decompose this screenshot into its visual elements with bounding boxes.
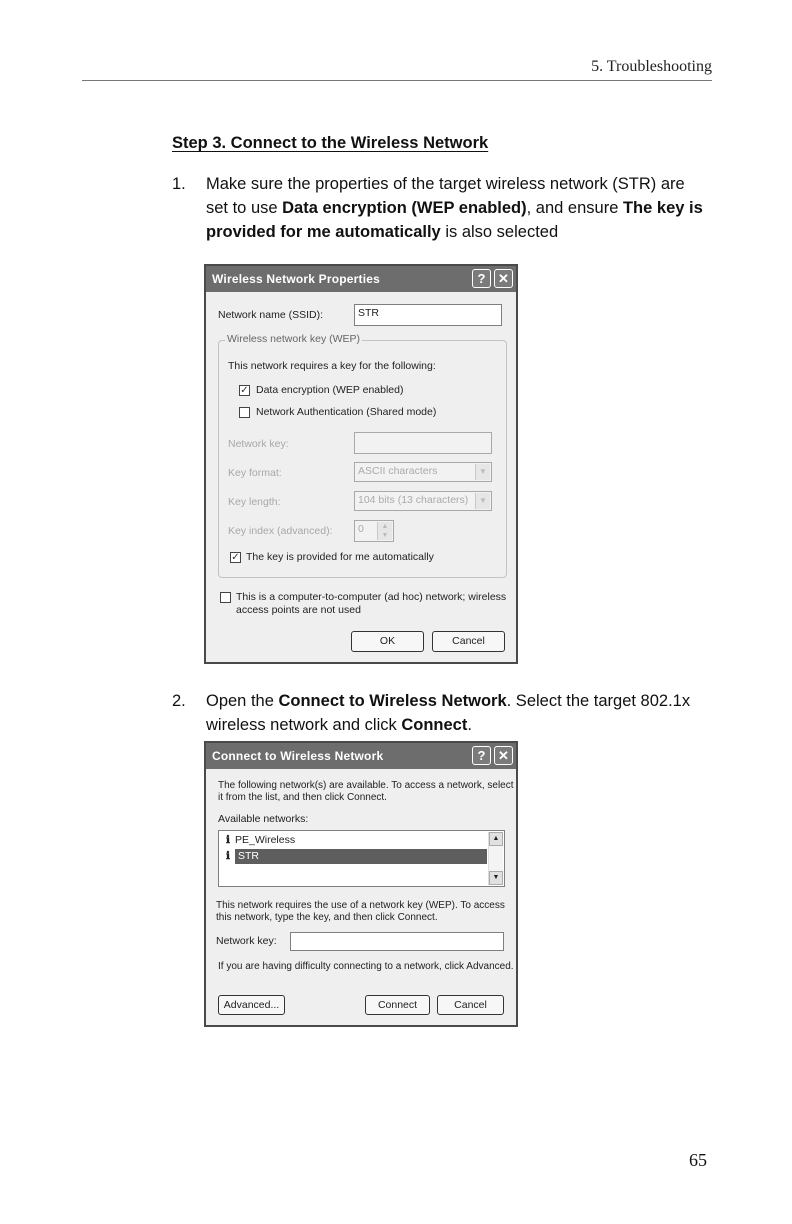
intro-line2: it from the list, and then click Connect. bbox=[218, 792, 387, 803]
key-format-value: ASCII characters bbox=[358, 465, 438, 477]
page-number: 65 bbox=[689, 1150, 707, 1170]
bold-run: Data encryption (WEP enabled) bbox=[282, 199, 527, 217]
auto-key-label: The key is provided for me automatically bbox=[246, 551, 434, 563]
group-label: Wireless network key (WEP) bbox=[227, 333, 361, 345]
cancel-button[interactable]: Cancel bbox=[437, 995, 504, 1015]
network-list bbox=[218, 830, 505, 887]
ssid-input[interactable]: STR bbox=[354, 304, 502, 326]
ssid-label: Network name (SSID): bbox=[218, 309, 324, 321]
key-index-value: 0 bbox=[358, 523, 364, 535]
wireless-network-icon: ℹ bbox=[221, 849, 235, 864]
title-bar bbox=[206, 266, 516, 292]
key-format-select[interactable] bbox=[354, 462, 492, 482]
running-header: 5. Troubleshooting bbox=[591, 58, 712, 75]
network-name: PE_Wireless bbox=[235, 834, 296, 846]
auto-key-checkbox[interactable]: ✓ bbox=[231, 552, 240, 563]
key-index-label: Key index (advanced): bbox=[228, 525, 333, 537]
step-heading: Step 3. Connect to the Wireless Network bbox=[172, 134, 489, 152]
close-icon[interactable]: ✕ bbox=[494, 746, 513, 765]
network-auth-checkbox[interactable] bbox=[239, 407, 250, 418]
dialog-title: Wireless Network Properties bbox=[212, 272, 381, 286]
scroll-up-icon[interactable]: ▲ bbox=[489, 832, 503, 846]
chevron-down-icon: ▼ bbox=[475, 464, 490, 480]
header-rule bbox=[82, 80, 712, 81]
item-number: 1. bbox=[172, 175, 186, 193]
spin-arrows-icon: ▲ ▼ bbox=[377, 522, 392, 540]
list-item-selected[interactable] bbox=[221, 849, 487, 864]
available-networks-label: Available networks: bbox=[218, 813, 309, 825]
network-key-input[interactable] bbox=[354, 432, 492, 454]
network-key-label: Network key: bbox=[216, 935, 277, 947]
chevron-down-icon: ▼ bbox=[475, 493, 490, 509]
item-text bbox=[206, 172, 711, 244]
text-run: . Select the target 802.1x wireless network and click bbox=[206, 692, 691, 734]
text-run: . bbox=[467, 716, 472, 734]
network-key-input[interactable] bbox=[290, 932, 504, 951]
connect-to-wireless-network-dialog bbox=[204, 741, 518, 1027]
help-icon[interactable]: ? bbox=[472, 269, 491, 288]
adhoc-label-line1: This is a computer-to-computer (ad hoc) network; wireless bbox=[236, 591, 507, 603]
key-length-value: 104 bits (13 characters) bbox=[358, 494, 469, 506]
list-item[interactable] bbox=[221, 833, 483, 848]
ok-button[interactable]: OK bbox=[351, 631, 424, 652]
data-encryption-checkbox[interactable]: ✓ bbox=[240, 385, 249, 396]
network-key-label: Network key: bbox=[228, 438, 289, 450]
key-index-stepper[interactable] bbox=[354, 520, 394, 542]
wep-note-line2: this network, type the key, and then click Connect. bbox=[216, 912, 438, 923]
text-run: is also selected bbox=[440, 223, 559, 241]
cancel-button[interactable]: Cancel bbox=[432, 631, 505, 652]
item-text bbox=[206, 689, 711, 737]
bold-run: Connect to Wireless Network bbox=[278, 692, 507, 710]
item-number: 2. bbox=[172, 692, 186, 710]
text-run: , and ensure bbox=[526, 199, 623, 217]
dialog-title: Connect to Wireless Network bbox=[212, 749, 384, 763]
bold-run: Connect bbox=[401, 716, 468, 734]
wireless-network-properties-dialog bbox=[204, 264, 518, 664]
connect-button[interactable]: Connect bbox=[365, 995, 430, 1015]
network-auth-label: Network Authentication (Shared mode) bbox=[256, 406, 437, 418]
requires-text: This network requires a key for the following: bbox=[228, 360, 436, 372]
adhoc-label-line2: access points are not used bbox=[236, 604, 361, 616]
wireless-network-icon: ℹ bbox=[226, 834, 230, 846]
key-length-select[interactable] bbox=[354, 491, 492, 511]
help-icon[interactable]: ? bbox=[472, 746, 491, 765]
advanced-button[interactable]: Advanced... bbox=[218, 995, 285, 1015]
bold-run: The key is provided for me automatically bbox=[206, 199, 703, 241]
key-length-label: Key length: bbox=[228, 496, 281, 508]
key-format-label: Key format: bbox=[228, 467, 282, 479]
intro-line1: The following network(s) are available. To access a network, select bbox=[218, 780, 514, 791]
close-icon[interactable]: ✕ bbox=[494, 269, 513, 288]
title-bar bbox=[206, 743, 516, 769]
difficulty-text: If you are having difficulty connecting to a network, click Advanced. bbox=[218, 961, 514, 972]
text-run: Open the bbox=[206, 692, 279, 710]
adhoc-checkbox[interactable] bbox=[220, 592, 231, 603]
data-encryption-label: Data encryption (WEP enabled) bbox=[256, 384, 404, 396]
wep-key-group bbox=[218, 340, 507, 578]
network-name: STR bbox=[238, 850, 259, 862]
wep-note-line1: This network requires the use of a network key (WEP). To access bbox=[216, 900, 505, 911]
scroll-down-icon[interactable]: ▼ bbox=[489, 871, 503, 885]
text-run: Make sure the properties of the target wireless network (STR) are set to use bbox=[206, 175, 685, 217]
list-scrollbar[interactable] bbox=[488, 832, 503, 885]
